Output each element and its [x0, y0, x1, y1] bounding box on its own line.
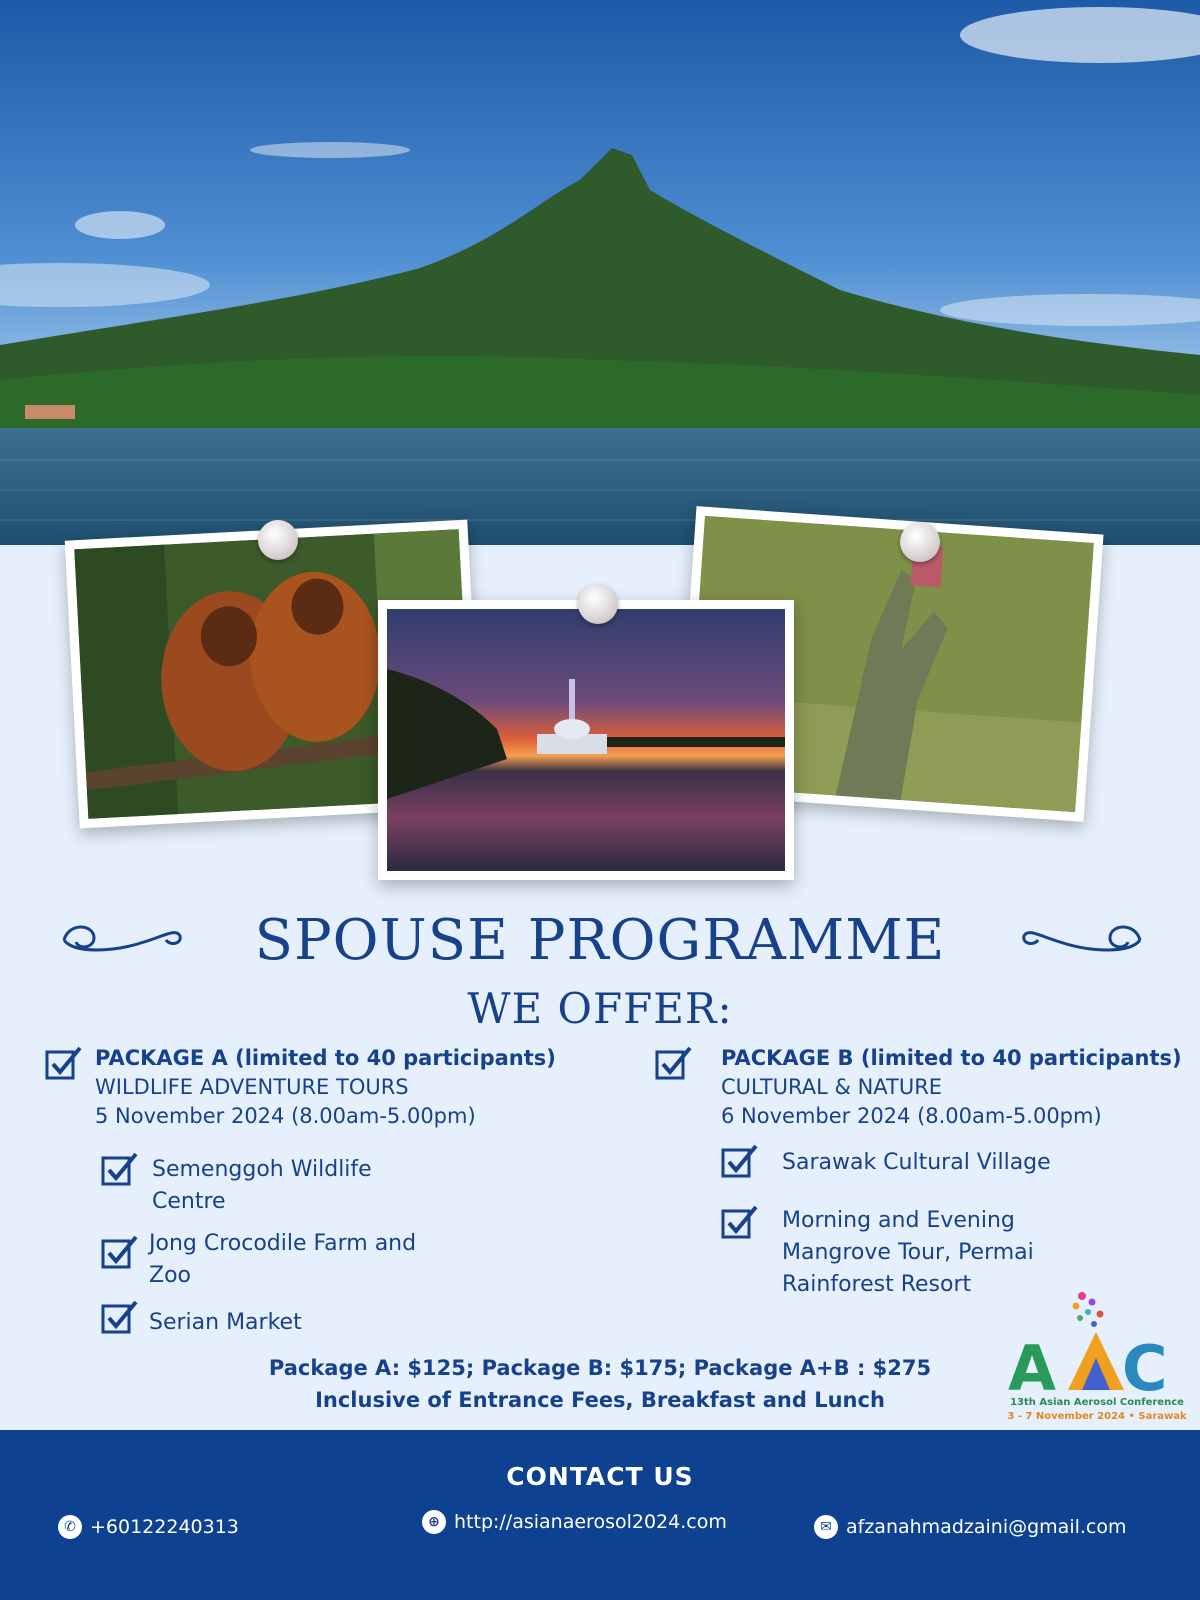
logo-letter: C	[1122, 1332, 1168, 1405]
package-a-date: 5 November 2024 (8.00am-5.00pm)	[95, 1104, 476, 1128]
checkbox-checked-icon	[720, 1142, 760, 1182]
package-b-item: Morning and Evening	[782, 1208, 1015, 1233]
logo-conference-dates: 3 - 7 November 2024 • Sarawak	[1007, 1411, 1187, 1422]
sunset-mosque-photo	[378, 600, 794, 880]
pushpin-icon	[258, 520, 298, 560]
website-url: http://asianaerosol2024.com	[454, 1511, 727, 1533]
globe-icon: ⊕	[422, 1510, 446, 1534]
package-a-item: Serian Market	[149, 1310, 302, 1335]
package-a-item: Centre	[152, 1189, 226, 1214]
contact-phone[interactable]	[58, 1512, 239, 1542]
package-a-header: PACKAGE A (limited to 40 participants)	[95, 1046, 556, 1070]
contact-email-link[interactable]	[814, 1512, 1127, 1542]
package-a-item: Semenggoh Wildlife	[152, 1157, 372, 1182]
checkbox-checked-icon	[100, 1150, 140, 1190]
hero-landscape-image	[0, 0, 1200, 545]
contact-website-link[interactable]	[422, 1507, 727, 1537]
page-title: SPOUSE PROGRAMME	[254, 908, 946, 973]
checkbox-checked-icon	[720, 1203, 760, 1243]
package-a-theme: WILDLIFE ADVENTURE TOURS	[95, 1075, 409, 1099]
phone-number: +60122240313	[90, 1516, 239, 1538]
package-b-theme: CULTURAL & NATURE	[721, 1075, 943, 1099]
checkbox-checked-icon	[100, 1298, 140, 1338]
pricing-line: Package A: $125; Package B: $175; Package A+B : $275	[268, 1356, 932, 1380]
checkbox-checked-icon	[44, 1044, 84, 1084]
pushpin-icon	[900, 522, 940, 562]
package-b-item: Rainforest Resort	[782, 1272, 972, 1297]
package-a-item: Jong Crocodile Farm and	[149, 1231, 417, 1256]
package-b-item: Sarawak Cultural Village	[782, 1150, 1051, 1175]
logo-conference-name: 13th Asian Aerosol Conference	[1010, 1397, 1184, 1408]
logo-letter: A	[1008, 1332, 1056, 1405]
contact-heading: CONTACT US	[506, 1462, 694, 1491]
phone-icon: ✆	[58, 1515, 82, 1539]
checkbox-checked-icon	[100, 1233, 140, 1273]
pricing-note: Inclusive of Entrance Fees, Breakfast and Lunch	[315, 1388, 885, 1412]
pushpin-icon	[578, 584, 618, 624]
page-subtitle: WE OFFER:	[467, 984, 733, 1033]
package-b-header: PACKAGE B (limited to 40 participants)	[721, 1046, 1182, 1070]
mail-icon: ✉	[814, 1515, 838, 1539]
email-address: afzanahmadzaini@gmail.com	[846, 1516, 1127, 1538]
package-b-item: Mangrove Tour, Permai	[782, 1240, 1034, 1265]
checkbox-checked-icon	[654, 1044, 694, 1084]
package-a-item: Zoo	[149, 1263, 191, 1288]
package-b-date: 6 November 2024 (8.00am-5.00pm)	[721, 1104, 1102, 1128]
conference-logo	[1004, 1290, 1194, 1430]
